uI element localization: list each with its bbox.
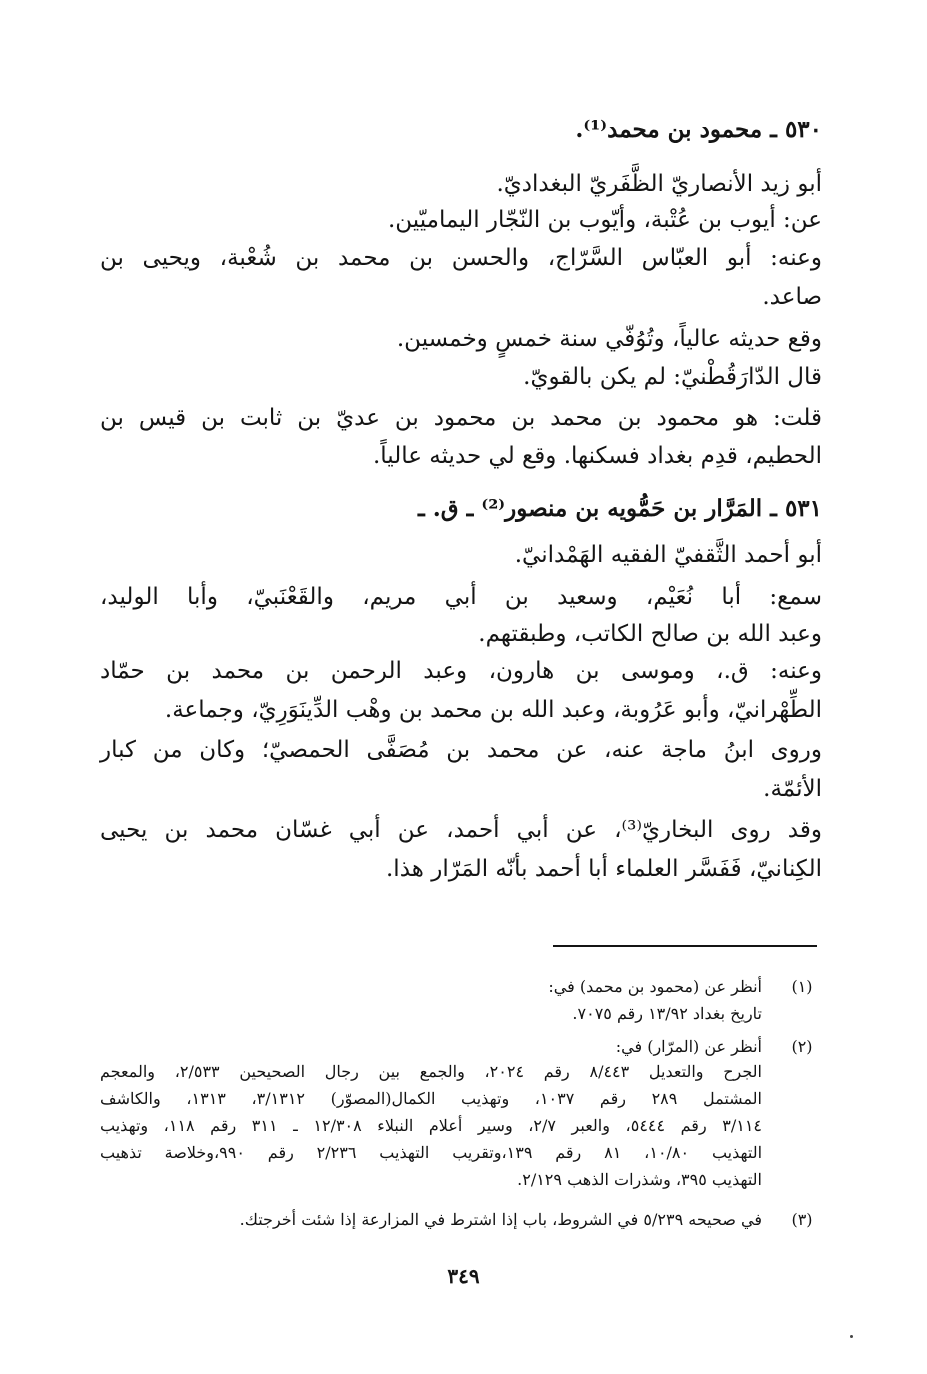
footnote-line bbox=[100, 1139, 822, 1167]
footnote-text: تاريخ بغداد ١٣/٩٢ رقم ٧٠٧٥. bbox=[572, 1004, 762, 1023]
footnote-text: الجرح والتعديل ٨/٤٤٣ رقم ٢٠٢٤، والجمع بين رجال الصحيحين ٢/٥٣٣، والمعجم bbox=[100, 1062, 762, 1081]
footnote-text: ٣/١١٤ رقم ٥٤٤٤، والعبر ٢/٧، وسير أعلام النبلاء ١٢/٣٠٨ ـ ٣١١ رقم ١١٨، وتهذيب bbox=[100, 1116, 763, 1135]
text-line: وعنه: ق.، وموسى بن هارون، وعبد الرحمن بن محمد بن حمّاد bbox=[100, 658, 822, 684]
text-line: الطِّهْرانيّ، وأبو عَرُوبة، وعبد الله بن محمد بن وهْب الدِّينَوَرِيّ، وجماعة. bbox=[164, 697, 822, 723]
footnote-text: في صحيحه ٥/٢٣٩ في الشروط، باب إذا اشترط في المزارعة إذا شئت أخرجتك. bbox=[239, 1210, 762, 1229]
entry-heading-531: ٥٣١ ـ المَرَّار بن حَمُّويه بن منصور⁽²⁾ ـ ق. ـ bbox=[417, 495, 822, 522]
text-line: وعبد الله بن صالح الكاتب، وطبقتهم. bbox=[478, 621, 822, 647]
footnote-text: أنظر عن (المرّار) في: bbox=[615, 1037, 762, 1056]
footnote-line bbox=[100, 1166, 822, 1194]
footnote-text: التهذيب ٣٩٥، وشذرات الذهب ٢/١٢٩. bbox=[517, 1170, 762, 1189]
footnote-text: المشتمل ٢٨٩ رقم ١٠٣٧، وتهذيب الكمال(المصوّر) ٣/١٣١٢، ١٣١٣، والكاشف bbox=[100, 1089, 763, 1108]
footnote-text: التهذيب ١٠/٨٠، ٨١ رقم ١٣٩،وتقريب التهذيب ٢/٢٣٦ رقم ٩٩٠،وخلاصة تذهيب bbox=[100, 1143, 763, 1162]
text-line: وقد روى البخاريّ⁽³⁾، عن أبي أحمد، عن أبي غسّان محمد بن يحيى bbox=[100, 817, 822, 843]
footnote-line bbox=[100, 973, 822, 1001]
footnote-line bbox=[100, 1000, 822, 1028]
footnote-number: (١) bbox=[791, 977, 813, 996]
footnote-line bbox=[100, 1112, 822, 1140]
text-line: صاعد. bbox=[762, 284, 822, 310]
text-line: الحطيم، قدِم بغداد فسكنها. وقع لي حديثه عالياً. bbox=[372, 443, 822, 469]
footnote-number: (٣) bbox=[791, 1210, 813, 1229]
footnote-line bbox=[100, 1033, 822, 1061]
footnote-line bbox=[100, 1058, 822, 1086]
footnote-text: أنظر عن (محمود بن محمد) في: bbox=[548, 977, 762, 996]
footnote-separator bbox=[553, 945, 817, 947]
footnote-line bbox=[100, 1085, 822, 1113]
text-line: الأئمّة. bbox=[763, 776, 822, 802]
footnote-line bbox=[100, 1206, 822, 1234]
text-line: سمع: أبا نُعَيْم، وسعيد بن أبي مريم، والقَعْنَبيّ، وأبا الوليد، bbox=[100, 584, 822, 610]
text-line: عن: أيوب بن عُتْبة، وأيّوب بن النّجّار اليماميّين. bbox=[387, 207, 822, 233]
footnote-number: (٢) bbox=[791, 1037, 813, 1056]
page-number: ٣٤٩ bbox=[447, 1264, 480, 1288]
text-line: أبو زيد الأنصاريّ الظَّفَريّ البغداديّ. bbox=[496, 171, 822, 197]
text-line: وروى ابنُ ماجة عنه، عن محمد بن مُصَفَّى الحمصيّ؛ وكان من كبار bbox=[100, 737, 822, 763]
text-line: وعنه: أبو العبّاس السَّرّاج، والحسن بن محمد بن شُعْبة، ويحيى بن bbox=[100, 245, 822, 271]
scan-speck bbox=[850, 1335, 853, 1338]
text-line: قلت: هو محمود بن محمد بن محمود بن عديّ بن ثابت بن قيس بن bbox=[100, 405, 822, 431]
entry-heading-530: ٥٣٠ ـ محمود بن محمد⁽¹⁾. bbox=[575, 116, 822, 143]
text-line: قال الدّارَقُطْنيّ: لم يكن بالقويّ. bbox=[523, 364, 822, 390]
text-line: وقع حديثه عالياً، وتُوُفّي سنة خمسٍ وخمسين. bbox=[396, 326, 822, 352]
text-line: أبو أحمد الثَّقفيّ الفقيه الهَمْدانيّ. bbox=[514, 542, 822, 568]
text-line: الكِنانيّ، فَفَسَّر العلماء أبا أحمد بأنّه المَرّار هذا. bbox=[386, 856, 822, 882]
